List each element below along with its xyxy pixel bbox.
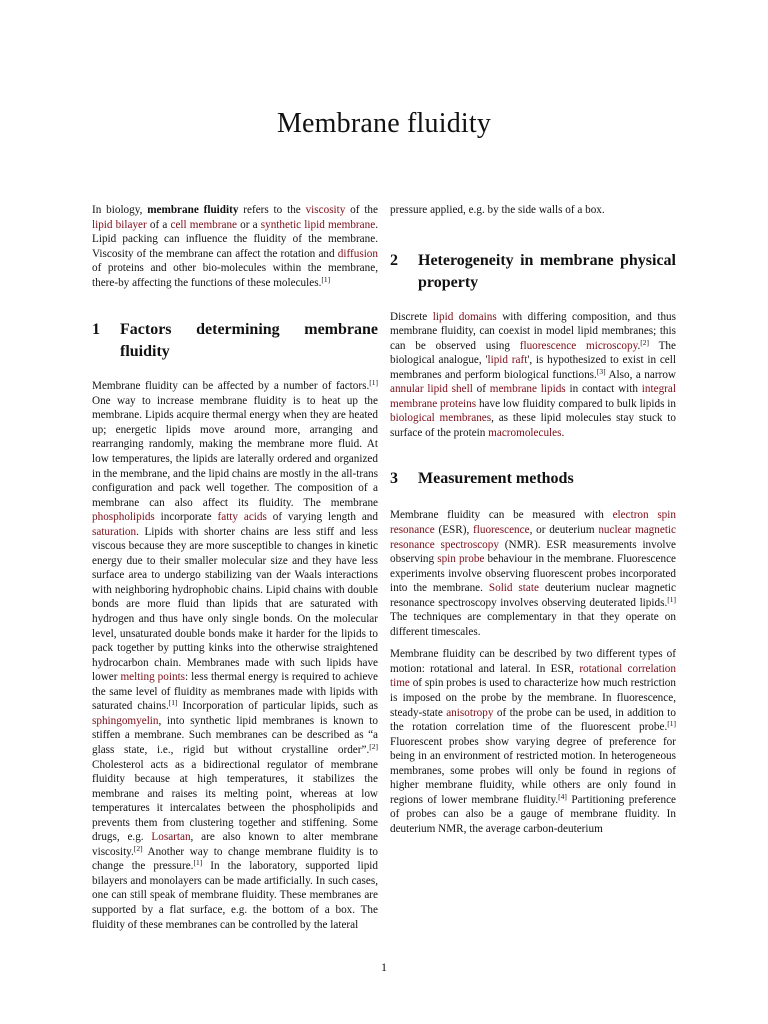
- text: Discrete: [390, 310, 433, 323]
- text: of proteins and other bio-molecules within the membrane, there-by affecting the functions of these molecules.: [92, 262, 378, 289]
- text: of spin probes is used to characterize how much restriction is imposed on the probe by the membrane. In fluorescence, steady-state: [390, 677, 676, 719]
- link-anisotropy[interactable]: anisotropy: [446, 706, 494, 719]
- section-heading-2: [390, 250, 676, 294]
- section-number: 3: [390, 470, 398, 488]
- text: Cholesterol acts as a bidirectional regulator of membrane fluidity because at high temperatures, it stabilizes the membrane and raises its melting point, whereas at low temperatures it intercalates between the phospholipids and prevents them from clustering together and stiffening. Some drugs, e.g.: [92, 758, 378, 844]
- text: incorporate: [154, 511, 218, 524]
- link-annular-lipid-shell[interactable]: annular lipid shell: [390, 383, 473, 396]
- text: of a: [146, 218, 171, 231]
- section-title: Heterogeneity in membrane physical property: [418, 251, 676, 291]
- citation[interactable]: [2]: [133, 843, 143, 853]
- text: Membrane fluidity can be measured with: [390, 509, 613, 522]
- section-number: 1: [92, 321, 100, 339]
- text: deuterium nuclear magnetic resonance spectroscopy involves observing deuterated lipids.: [390, 582, 676, 609]
- text: .: [561, 426, 565, 439]
- text: The techniques are complementary in that they operate on different timescales.: [390, 611, 676, 638]
- section-1-paragraph-continued: [390, 203, 676, 218]
- text: , into synthetic lipid membranes is known to stiffen a membrane. Such membranes can be described as “a glass state, i.e., rigid but without crystalline order”.: [92, 714, 378, 756]
- text: of the: [345, 204, 378, 216]
- link-sphingomyelin[interactable]: sphingomyelin: [92, 714, 159, 727]
- link-synthetic-lipid-membrane[interactable]: synthetic lipid membrane: [260, 218, 376, 231]
- section-1-paragraph: [92, 379, 378, 932]
- text: Membrane fluidity can be affected by a number of factors.: [92, 380, 370, 393]
- text: (NMR). ESR measurements involve observing: [390, 538, 676, 566]
- text: pressure applied, e.g. by the side walls of a box.: [390, 204, 605, 216]
- citation[interactable]: [2]: [640, 337, 650, 347]
- link-integral-membrane-proteins[interactable]: integral membrane proteins: [390, 383, 676, 410]
- link-electron-spin-resonance[interactable]: electron spin resonance: [390, 509, 676, 537]
- link-rotational-correlation-time[interactable]: rotational correlation time: [390, 662, 676, 690]
- citation[interactable]: [1]: [369, 378, 378, 388]
- citation[interactable]: [1]: [321, 274, 331, 284]
- link-losartan[interactable]: Losartan: [151, 831, 191, 844]
- link-macromolecules[interactable]: macromolecules: [488, 426, 562, 439]
- link-lipid-bilayer[interactable]: lipid bilayer: [92, 218, 147, 231]
- link-nmr-spectroscopy[interactable]: nuclear magnetic resonance spectroscopy: [390, 524, 677, 551]
- text: with differing composition, and thus membrane fluidity, can coexist in model lipid membranes; this can be observed using: [390, 310, 676, 352]
- section-number: 2: [390, 251, 398, 269]
- section-3-paragraph-2: [390, 647, 676, 836]
- citation[interactable]: [3]: [596, 366, 606, 376]
- link-phospholipids[interactable]: phospholipids: [92, 511, 155, 524]
- text: The biological analogue, ': [390, 339, 676, 367]
- text: Also, a narrow: [605, 368, 676, 381]
- text: ', is hypothesized to exist in cell membranes and perform biological functions.: [390, 354, 676, 381]
- text: In the laboratory, supported lipid bilayers and monolayers can be made artificially. In such cases, one can still speak of membrane fluidity. These membranes are supported by a flat surface, e.g. the bottom of a box. The fluidity of these membranes can be controlled by the lateral: [92, 860, 378, 931]
- section-3-paragraph-1: [390, 508, 676, 639]
- citation[interactable]: [1]: [193, 858, 203, 868]
- citation[interactable]: [1]: [667, 594, 676, 604]
- section-2-paragraph: [390, 310, 676, 441]
- text: Membrane fluidity can be described by two different types of motion: rotational and lateral. In ESR,: [390, 648, 676, 675]
- citation[interactable]: [4]: [558, 791, 567, 801]
- text: Another way to change membrane fluidity is to change the pressure.: [92, 845, 378, 873]
- text: of: [472, 383, 490, 396]
- text: have low fluidity compared to bulk lipids in: [476, 397, 676, 410]
- section-heading-3: [390, 468, 676, 490]
- link-fluorescence-microscopy[interactable]: fluorescence microscopy: [519, 339, 638, 352]
- text: Partitioning preference of probes can also be a gauge of membrane fluidity. In deuterium NMR, the average carbon-deuterium: [390, 793, 677, 835]
- link-solid-state[interactable]: Solid state: [488, 582, 539, 595]
- text: , are also known to alter membrane viscosity.: [92, 831, 379, 858]
- link-biological-membranes[interactable]: biological membranes: [390, 412, 492, 425]
- right-column: [390, 203, 676, 845]
- text: : less thermal energy is required to achieve the same level of fluidity as membranes made with lipids with saturated chains.: [92, 671, 378, 713]
- link-spin-probe[interactable]: spin probe: [437, 553, 485, 566]
- text: Incorporation of particular lipids, such as: [177, 700, 378, 713]
- link-fatty-acids[interactable]: fatty acids: [217, 511, 267, 524]
- page-number: 1: [381, 960, 387, 974]
- text: in contact with: [565, 383, 642, 396]
- text: of the probe can be used, in addition to the rotation correlation time of the fluorescent probe.: [390, 706, 676, 734]
- section-title: Measurement methods: [418, 470, 574, 488]
- citation[interactable]: [1]: [168, 698, 178, 708]
- text: of varying length and: [266, 511, 378, 524]
- link-viscosity[interactable]: viscosity: [305, 204, 346, 216]
- link-lipid-raft[interactable]: lipid raft: [487, 354, 528, 367]
- link-melting-points[interactable]: melting points: [120, 671, 186, 684]
- text: behaviour in the membrane. Fluorescence experiments involve observing fluorescent probes incorporated into the membrane.: [390, 553, 677, 595]
- link-membrane-lipids[interactable]: membrane lipids: [489, 383, 566, 396]
- text: or a: [237, 218, 261, 231]
- text: , or deuterium: [529, 524, 599, 537]
- citation[interactable]: [2]: [369, 741, 378, 751]
- link-diffusion[interactable]: diffusion: [337, 247, 378, 260]
- text: . Lipid packing can influence the fluidity of the membrane. Viscosity of the membrane can affect the rotation and: [92, 218, 378, 260]
- text: One way to increase membrane fluidity is to heat up the membrane. Lipids acquire thermal energy when they are heated up; energetic lipids move around more, arranging and rearranging randomly, making the membrane more fluid. At low temperatures, the lipids are laterally ordered and organized in the membrane, and the lipid chains are mostly in the all-trans configuration and pack well together. The composition of a membrane can also affect its fluidity. The membrane: [92, 394, 378, 509]
- section-title: Factors determining membrane fluidity: [120, 321, 378, 361]
- text: refers to the: [238, 204, 306, 216]
- link-lipid-domains[interactable]: lipid domains: [432, 310, 497, 323]
- left-column: [92, 203, 378, 940]
- section-heading-1: [92, 319, 378, 363]
- defined-term: membrane fluidity: [147, 204, 239, 216]
- page-title: Membrane fluidity: [276, 108, 492, 139]
- text: (ESR),: [434, 524, 474, 537]
- text: In biology,: [92, 204, 148, 216]
- link-cell-membrane[interactable]: cell membrane: [170, 218, 237, 231]
- text: , as these lipid molecules stay stuck to surface of the protein: [390, 412, 676, 439]
- text: .: [637, 339, 641, 352]
- link-fluorescence[interactable]: fluorescence: [473, 524, 530, 537]
- intro-paragraph: [92, 203, 378, 290]
- citation[interactable]: [1]: [667, 719, 676, 729]
- link-saturation[interactable]: saturation: [92, 525, 137, 538]
- text: Fluorescent probes show varying degree of preference for being in an environment of restricted motion. In heterogeneous membranes, some probes will only be found in regions of higher membrane fluidity, while others are only found in regions of lower membrane fluidity.: [390, 735, 676, 806]
- text: . Lipids with shorter chains are less stiff and less viscous because they are more susceptible to changes in kinetic energy due to their smaller molecular size and they have less surface area to undergo stabilizing van der Waals interactions with neighboring hydrophobic chains. Lipid chains with double bonds are more fluid than lipids that are saturated with hydrogen and thus have only single bonds. On the molecular level, unsaturated double bonds make it harder for the lipids to pack together by putting kinks into the otherwise straightened hydrocarbon chain. Membranes made with such lipids have lower: [92, 525, 378, 684]
